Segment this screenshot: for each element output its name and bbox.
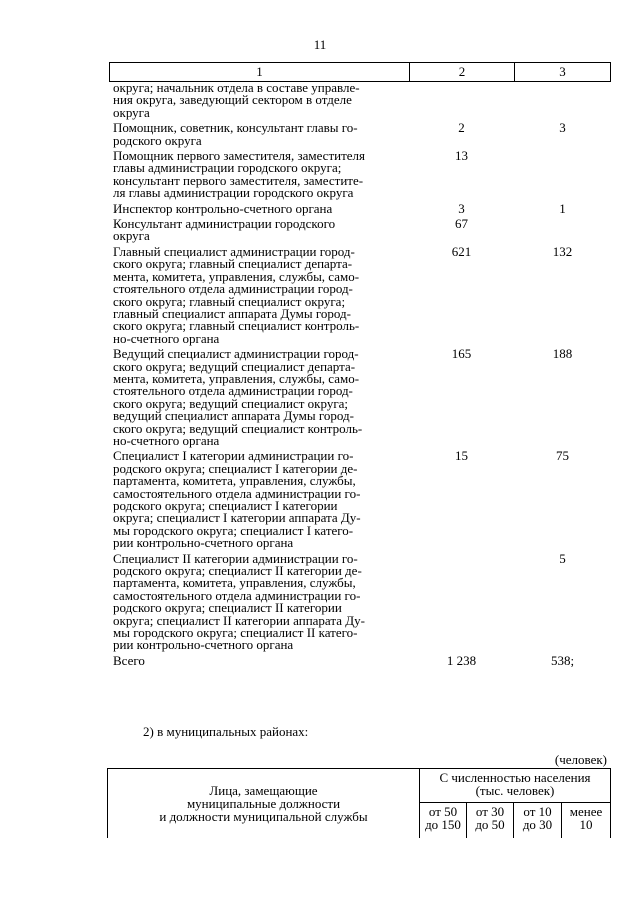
unit-note: (человек) bbox=[554, 752, 607, 767]
value-cell-col3: 538; bbox=[550, 652, 575, 668]
table-row bbox=[109, 652, 611, 668]
value-cell-col2: 67 bbox=[455, 216, 468, 232]
position-cell: округа; начальник отдела в составе управле- ния округа, заведующий сектором в отделе округа bbox=[113, 80, 360, 120]
position-cell: Специалист II категории администрации го- родского округа; специалист II категории де- партамента, комитета, управления, службы, самостоятельного отдела администрации го- родского округа; специалист II категории округа; специалист II категории аппарата Ду- мы городского округа; специалист II катего- рии контрольно-счетного органа bbox=[113, 550, 365, 653]
position-cell: Всего bbox=[113, 652, 145, 668]
table-row bbox=[109, 348, 611, 447]
value-cell-col3: 5 bbox=[559, 550, 566, 566]
table-row bbox=[109, 150, 611, 200]
value-cell-col2: 3 bbox=[458, 200, 465, 216]
table-row bbox=[109, 122, 611, 147]
column-header-1: 1 bbox=[110, 63, 410, 81]
value-cell-col3: 3 bbox=[559, 120, 566, 136]
table-header-row bbox=[109, 62, 611, 82]
table-row bbox=[109, 82, 611, 119]
population-column-30-50: от 30 до 50 bbox=[467, 803, 514, 838]
value-cell-col3 bbox=[514, 150, 611, 200]
subheading: 2) в муниципальных районах: bbox=[143, 724, 309, 739]
value-cell-col2: 13 bbox=[455, 148, 468, 164]
value-cell-col3: 1 bbox=[559, 200, 566, 216]
position-cell: Специалист I категории администрации го- родского округа; специалист I категории де- партамента, комитета, управления, службы, самостоятельного отдела администрации го- родского округа; специалист I категории округа; специалист I категории аппарата Ду- мы городского округа; специалист I катего- рии контрольно-счетного органа bbox=[113, 448, 361, 551]
value-cell-col2: 2 bbox=[458, 120, 465, 136]
value-cell-col2 bbox=[409, 82, 514, 119]
value-cell-col3 bbox=[514, 218, 611, 243]
population-column-50-150: от 50 до 150 bbox=[420, 803, 467, 838]
table-body bbox=[109, 82, 611, 667]
population-column-under-10: менее 10 bbox=[569, 804, 603, 832]
population-column-10-30: от 10 до 30 bbox=[514, 803, 562, 838]
staff-table-urban bbox=[109, 62, 611, 667]
value-cell-col2: 15 bbox=[455, 448, 468, 464]
table-row bbox=[109, 200, 611, 216]
value-cell-col2: 621 bbox=[451, 243, 472, 259]
value-cell-col2: 165 bbox=[451, 346, 472, 362]
population-header: С численностью населения (тыс. человек) bbox=[420, 769, 610, 803]
table-row bbox=[109, 550, 611, 653]
column-header-2: 2 bbox=[410, 63, 515, 81]
value-cell-col3 bbox=[514, 82, 611, 119]
table-row bbox=[109, 450, 611, 549]
value-cell-col2 bbox=[409, 553, 514, 652]
position-cell: Консультант администрации городского округа bbox=[113, 216, 336, 244]
value-cell-col3: 75 bbox=[556, 448, 569, 464]
column-header-3: 3 bbox=[559, 64, 566, 79]
value-cell-col3: 132 bbox=[552, 243, 573, 259]
table-row bbox=[109, 243, 611, 346]
value-cell-col2: 1 238 bbox=[446, 652, 477, 668]
position-cell: Инспектор контрольно-счетного органа bbox=[113, 200, 333, 216]
position-cell: Главный специалист администрации город- ского округа; главный специалист департа- мента, комитета, управления, службы, само- стоятельного отдела администрации город- ского округа; главный специалист округа; главный специалист аппарата Думы город- ского округа; главный специалист контроль- но-счетного органа bbox=[113, 243, 360, 346]
value-cell-col3: 188 bbox=[552, 346, 573, 362]
table-row bbox=[109, 218, 611, 243]
position-cell: Помощник, советник, консультант главы го- родского округа bbox=[113, 120, 358, 148]
position-cell: Ведущий специалист администрации город- ского округа; ведущий специалист департа- мента, комитета, управления, службы, само- стоятельного отдела администрации город- ского округа; ведущий специалист округа; ведущий специалист аппарата Думы город- ского округа; ведущий специалист контроль- но-счетного органа bbox=[113, 346, 363, 448]
page-number: 11 bbox=[313, 37, 327, 52]
position-cell: Помощник первого заместителя, заместителя главы администрации городского округа; консультант первого заместителя, заместите- ля главы администрации городского округа bbox=[113, 148, 365, 201]
staff-table-districts-header bbox=[107, 768, 611, 838]
positions-header: Лица, замещающие муниципальные должности и должности муниципальной службы bbox=[108, 769, 420, 838]
